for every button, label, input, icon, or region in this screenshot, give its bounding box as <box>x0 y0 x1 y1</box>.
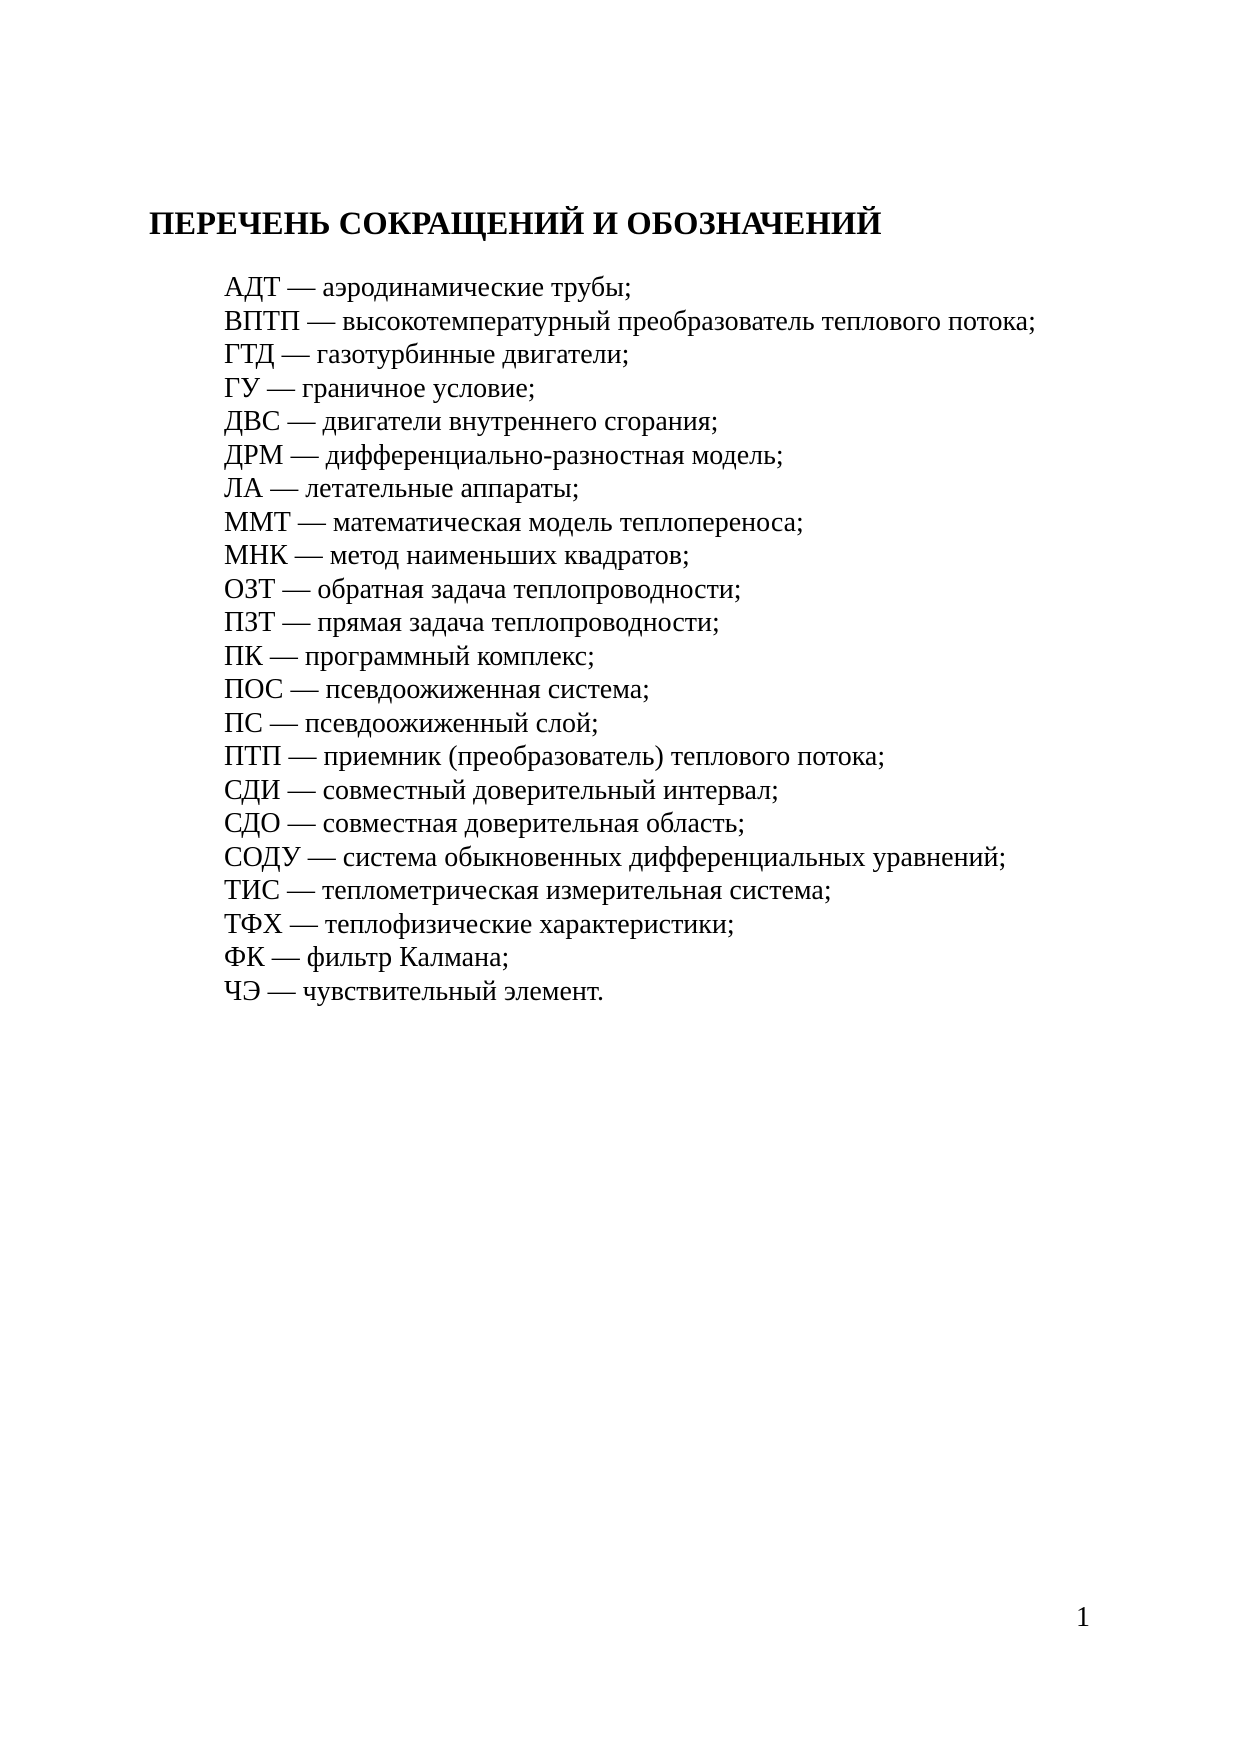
abbreviation-item: ПЗТ — прямая задача теплопроводности; <box>224 607 720 638</box>
abbreviation-item: ПТП — приемник (преобразователь) теплового потока; <box>224 741 886 772</box>
abbreviation-item: ДРМ — дифференциально-разностная модель; <box>224 439 784 471</box>
abbreviation-item: МНК — метод наименьших квадратов; <box>224 540 690 571</box>
abbreviation-item: ДВС — двигатели внутреннего сгорания; <box>224 406 719 437</box>
abbreviation-item: ВПТП — высокотемпературный преобразователь теплового потока; <box>224 305 1036 337</box>
abbreviation-item: ПС — псевдоожиженный слой; <box>224 707 599 739</box>
abbreviation-item: ЧЭ — чувствительный элемент. <box>224 975 605 1007</box>
abbreviation-item: ПОС — псевдоожиженная система; <box>224 674 650 705</box>
abbreviation-item: СДИ — совместный доверительный интервал; <box>224 774 779 806</box>
abbreviation-item: ГУ — граничное условие; <box>224 372 536 404</box>
abbreviation-item: ТФХ — теплофизические характеристики; <box>224 908 735 940</box>
page-number: 1 <box>1076 1602 1090 1633</box>
abbreviation-item: ТИС — теплометрическая измерительная система; <box>224 875 832 906</box>
abbreviation-item: ФК — фильтр Калмана; <box>224 942 510 973</box>
abbreviation-item: АДТ — аэродинамические трубы; <box>224 272 632 303</box>
abbreviation-item: СОДУ — система обыкновенных дифференциальных уравнений; <box>224 841 1007 873</box>
abbreviation-item: ММТ — математическая модель теплопереноса; <box>224 506 804 538</box>
abbreviation-item: ПК — программный комплекс; <box>224 640 595 672</box>
abbreviation-list <box>224 271 1036 1008</box>
abbreviation-item: ОЗТ — обратная задача теплопроводности; <box>224 573 742 605</box>
page-title: ПЕРЕЧЕНЬ СОКРАЩЕНИЙ И ОБОЗНАЧЕНИЙ <box>149 206 882 242</box>
abbreviation-item: ГТД — газотурбинные двигатели; <box>224 339 630 370</box>
abbreviation-item: СДО — совместная доверительная область; <box>224 808 746 839</box>
abbreviation-item: ЛА — летательные аппараты; <box>224 473 580 504</box>
